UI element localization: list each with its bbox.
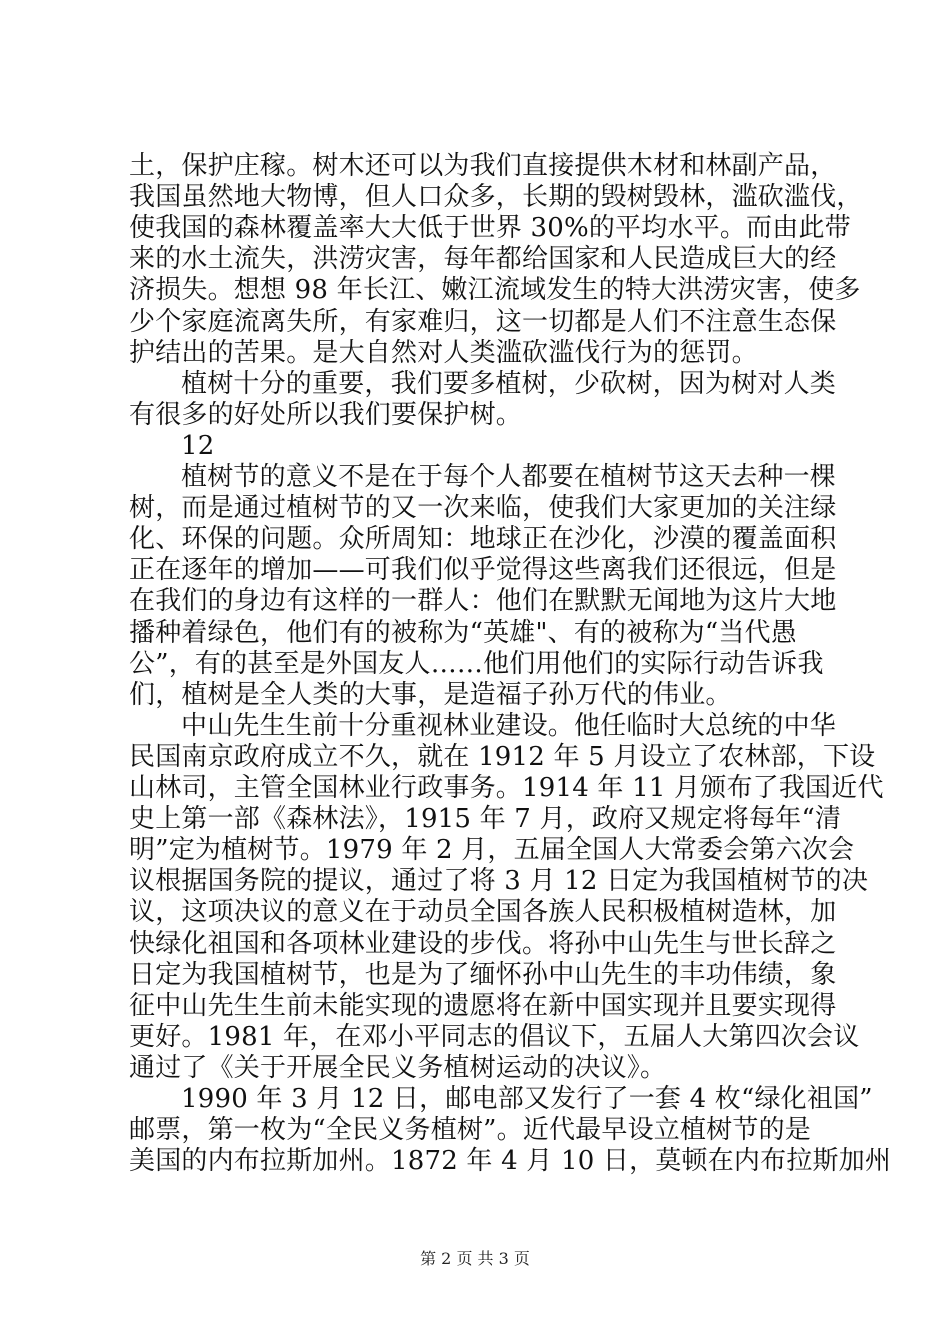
text-line: 1990 年 3 月 12 日，邮电部又发行了一套 4 枚“绿化祖国”	[181, 1084, 873, 1114]
text-line: 在我们的身边有这样的一群人：他们在默默无闻地为这片大地	[129, 586, 837, 617]
text-line: 美国的内布拉斯加州。1872 年 4 月 10 日，莫顿在内布拉斯加州	[129, 1146, 892, 1177]
text-line: 们，植树是全人类的大事，是造福子孙万代的伟业。	[129, 679, 732, 710]
text-line: 山林司，主管全国林业行政事务。1914 年 11 月颁布了我国近代	[129, 773, 884, 803]
text-line: 议根据国务院的提议，通过了将 3 月 12 日定为我国植树节的决	[129, 866, 869, 897]
text-line: 公”，有的甚至是外国友人……他们用他们的实际行动告诉我	[129, 648, 824, 679]
text-line: 快绿化祖国和各项林业建设的步伐。将孙中山先生与世长辞之	[129, 928, 837, 959]
text-line: 护结出的苦果。是大自然对人类滥砍滥伐行为的惩罚。	[129, 337, 758, 368]
text-line: 植树节的意义不是在于每个人都要在植树节这天去种一棵	[181, 462, 837, 492]
text-line: 明”定为植树节。1979 年 2 月，五届全国人大常委会第六次会	[129, 835, 855, 866]
text-line: 正在逐年的增加——可我们似乎觉得这些离我们还很远，但是	[129, 555, 837, 586]
text-line: 征中山先生生前未能实现的遗愿将在新中国实现并且要实现得	[129, 990, 837, 1021]
text-line: 有很多的好处所以我们要保护树。	[129, 399, 523, 430]
text-line: 12	[181, 430, 215, 461]
text-line: 史上第一部《森林法》，1915 年 7 月，政府又规定将每年“清	[129, 804, 842, 835]
text-line: 我国虽然地大物博，但人口众多，长期的毁树毁林，滥砍滥伐，	[129, 182, 863, 213]
text-line: 化、环保的问题。众所周知：地球正在沙化，沙漠的覆盖面积	[129, 524, 837, 555]
text-line: 土，保护庄稼。树木还可以为我们直接提供木材和林副产品，	[129, 151, 837, 181]
text-line: 来的水土流失，洪涝灾害，每年都给国家和人民造成巨大的经	[129, 244, 837, 275]
page-footer: 第 2 页 共 3 页	[420, 1249, 530, 1268]
text-line: 邮票，第一枚为“全民义务植树”。近代最早设立植树节的是	[129, 1115, 811, 1146]
text-line: 使我国的森林覆盖率大大低于世界 30%的平均水平。而由此带	[129, 213, 851, 244]
text-line: 少个家庭流离失所，有家难归，这一切都是人们不注意生态保	[129, 306, 837, 337]
text-line: 树，而是通过植树节的又一次来临，使我们大家更加的关注绿	[129, 493, 837, 524]
text-line: 播种着绿色，他们有的被称为“英雄"、有的被称为“当代愚	[129, 617, 797, 648]
text-line: 议，这项决议的意义在于动员全国各族人民积极植树造林，加	[129, 897, 837, 928]
text-line: 济损失。想想 98 年长江、嫩江流域发生的特大洪涝灾害，使多	[129, 275, 861, 306]
text-line: 更好。1981 年，在邓小平同志的倡议下，五届人大第四次会议	[129, 1021, 860, 1052]
text-line: 中山先生生前十分重视林业建设。他任临时大总统的中华	[181, 710, 837, 741]
text-line: 植树十分的重要，我们要多植树，少砍树，因为树对人类	[181, 368, 837, 399]
text-line: 通过了《关于开展全民义务植树运动的决议》。	[129, 1052, 667, 1083]
text-line: 民国南京政府成立不久，就在 1912 年 5 月设立了农林部，下设	[129, 741, 876, 772]
text-line: 日定为我国植树节，也是为了缅怀孙中山先生的丰功伟绩，象	[129, 959, 837, 990]
